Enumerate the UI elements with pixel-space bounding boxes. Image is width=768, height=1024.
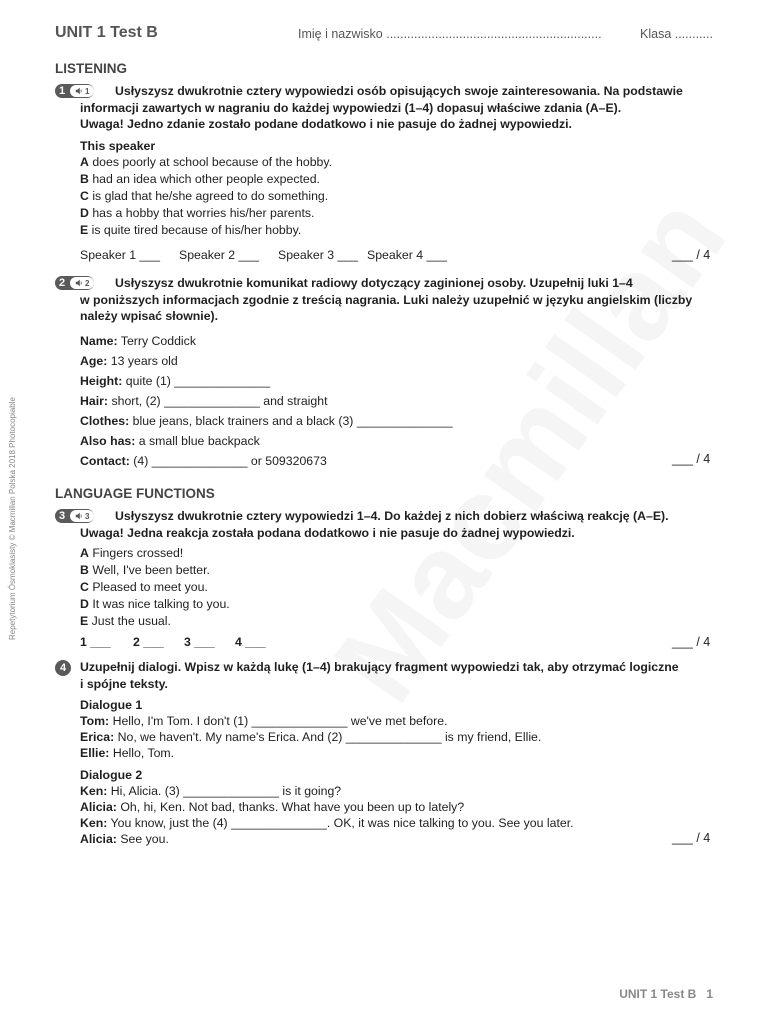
page-title: UNIT 1 Test B: [55, 24, 158, 41]
class-field: Klasa ...........: [640, 27, 713, 41]
ex3-options: [80, 545, 230, 630]
dialogue-line[interactable]: Ken: Hi, Alicia. (3) ______________ is it going?: [80, 784, 342, 798]
instruction-line: informacji zawartych w nagraniu do każdej wypowiedzi (1–4) dopasuj właściwe zdania (A–E).: [80, 100, 622, 115]
dialogue-line: Alicia: See you.: [80, 832, 169, 846]
answer-speaker-4[interactable]: Speaker 4 ___: [367, 248, 447, 262]
answer-2[interactable]: 2 ___: [133, 635, 164, 649]
score-ex2: ___ / 4: [672, 452, 711, 466]
field-age: Age: 13 years old: [80, 354, 178, 368]
answer-speaker-3[interactable]: Speaker 3 ___: [278, 248, 358, 262]
option-d: D has a hobby that worries his/her parents.: [80, 206, 315, 220]
score-ex3: ___ / 4: [672, 635, 711, 649]
name-field: Imię i nazwisko ..............................................................: [298, 27, 602, 41]
instruction-line: Uwaga! Jedna reakcja została podana dodatkowo i nie pasuje do żadnej wypowiedzi.: [80, 525, 575, 540]
instruction-line: Usłyszysz dwukrotnie cztery wypowiedzi 1–4. Do każdej z nich dobierz właściwą reakcję (A–E).: [115, 509, 669, 523]
option-d: D It was nice talking to you.: [80, 597, 230, 611]
answer-speaker-2[interactable]: Speaker 2 ___: [179, 248, 259, 262]
score-ex4: ___ / 4: [672, 831, 711, 845]
ex2-fields: [80, 331, 453, 471]
section-heading-listening: LISTENING: [55, 61, 128, 76]
field-hair[interactable]: Hair: short, (2) ______________ and straight: [80, 394, 328, 408]
option-a: A Fingers crossed!: [80, 546, 184, 560]
dialogue-line: Alicia: Oh, hi, Ken. Not bad, thanks. What have you been up to lately?: [80, 800, 465, 814]
field-clothes[interactable]: Clothes: blue jeans, black trainers and a black (3) ______________: [80, 414, 453, 428]
dialogue-line: Ellie: Hello, Tom.: [80, 746, 175, 760]
exercise-2-instructions: [80, 275, 692, 325]
option-c: C Pleased to meet you.: [80, 580, 208, 594]
dialogue-2: [80, 767, 574, 847]
option-b: B Well, I've been better.: [80, 563, 210, 577]
instruction-line: Uwaga! Jedno zdanie zostało podane dodatkowo i nie pasuje do żadnej wypowiedzi.: [80, 117, 572, 131]
dialogue-title: Dialogue 2: [80, 768, 143, 782]
option-a: A does poorly at school because of the hobby.: [80, 155, 333, 169]
option-c: C is glad that he/she agreed to do something.: [80, 189, 329, 203]
option-e: E Just the usual.: [80, 614, 171, 628]
exercise-number: 1: [58, 85, 66, 97]
answer-4[interactable]: 4 ___: [235, 635, 266, 649]
dialogue-title: Dialogue 1: [80, 698, 143, 712]
option-b: B had an idea which other people expected.: [80, 172, 320, 186]
answer-1[interactable]: 1 ___: [80, 635, 111, 649]
field-contact[interactable]: Contact: (4) ______________ or 509320673: [80, 454, 327, 468]
option-e: E is quite tired because of his/her hobby.: [80, 223, 302, 237]
exercise-3-instructions: [80, 508, 669, 541]
section-heading-language-functions: LANGUAGE FUNCTIONS: [55, 486, 215, 501]
dialogue-line[interactable]: Tom: Hello, I'm Tom. I don't (1) ______________ we've met before.: [80, 714, 448, 728]
dialogue-line[interactable]: Erica: No, we haven't. My name's Erica. And (2) ______________ is my friend, Ellie.: [80, 730, 542, 744]
field-height[interactable]: Height: quite (1) ______________: [80, 374, 271, 388]
instruction-line: Usłyszysz dwukrotnie cztery wypowiedzi osób opisujących swoje zainteresowania. Na podstawie: [115, 84, 683, 98]
dialogue-line[interactable]: Ken: You know, just the (4) ______________. OK, it was nice talking to you. See you later.: [80, 816, 574, 830]
instruction-line: należy wpisać słownie).: [80, 309, 219, 323]
ex1-options: [80, 154, 332, 239]
track-number: 1: [85, 86, 90, 96]
answer-speaker-1[interactable]: Speaker 1 ___: [80, 248, 160, 262]
exercise-badge-4: 4: [55, 660, 71, 676]
exercise-number: 2: [58, 277, 66, 289]
exercise-4-instructions: [80, 659, 679, 692]
page-footer: UNIT 1 Test B 1: [619, 987, 713, 1001]
exercise-1-instructions: [80, 83, 683, 133]
score-ex1: ___ / 4: [672, 248, 711, 262]
dialogue-1: [80, 697, 541, 761]
instruction-line: i spójne teksty.: [80, 676, 168, 691]
instruction-line: Uzupełnij dialogi. Wpisz w każdą lukę (1–4) brakujący fragment wypowiedzi tak, aby otrzymać logiczne: [80, 660, 679, 674]
track-number: 2: [85, 278, 90, 288]
copyright-sidebar: Repetytorium Ósmoklasisty © Macmillan Polska 2018 Photocopiable: [8, 397, 17, 640]
instruction-line: w poniższych informacjach zgodnie z treścią nagrania. Luki należy uzupełnić w języku angielskim (liczby: [80, 292, 693, 307]
field-name: Name: Terry Coddick: [80, 334, 196, 348]
track-number: 3: [85, 511, 90, 521]
ex1-lead: This speaker: [80, 139, 156, 153]
answer-3[interactable]: 3 ___: [184, 635, 215, 649]
field-also-has: Also has: a small blue backpack: [80, 434, 260, 448]
exercise-number: 3: [58, 510, 66, 522]
instruction-line: Usłyszysz dwukrotnie komunikat radiowy dotyczący zaginionej osoby. Uzupełnij luki 1–4: [115, 276, 633, 290]
